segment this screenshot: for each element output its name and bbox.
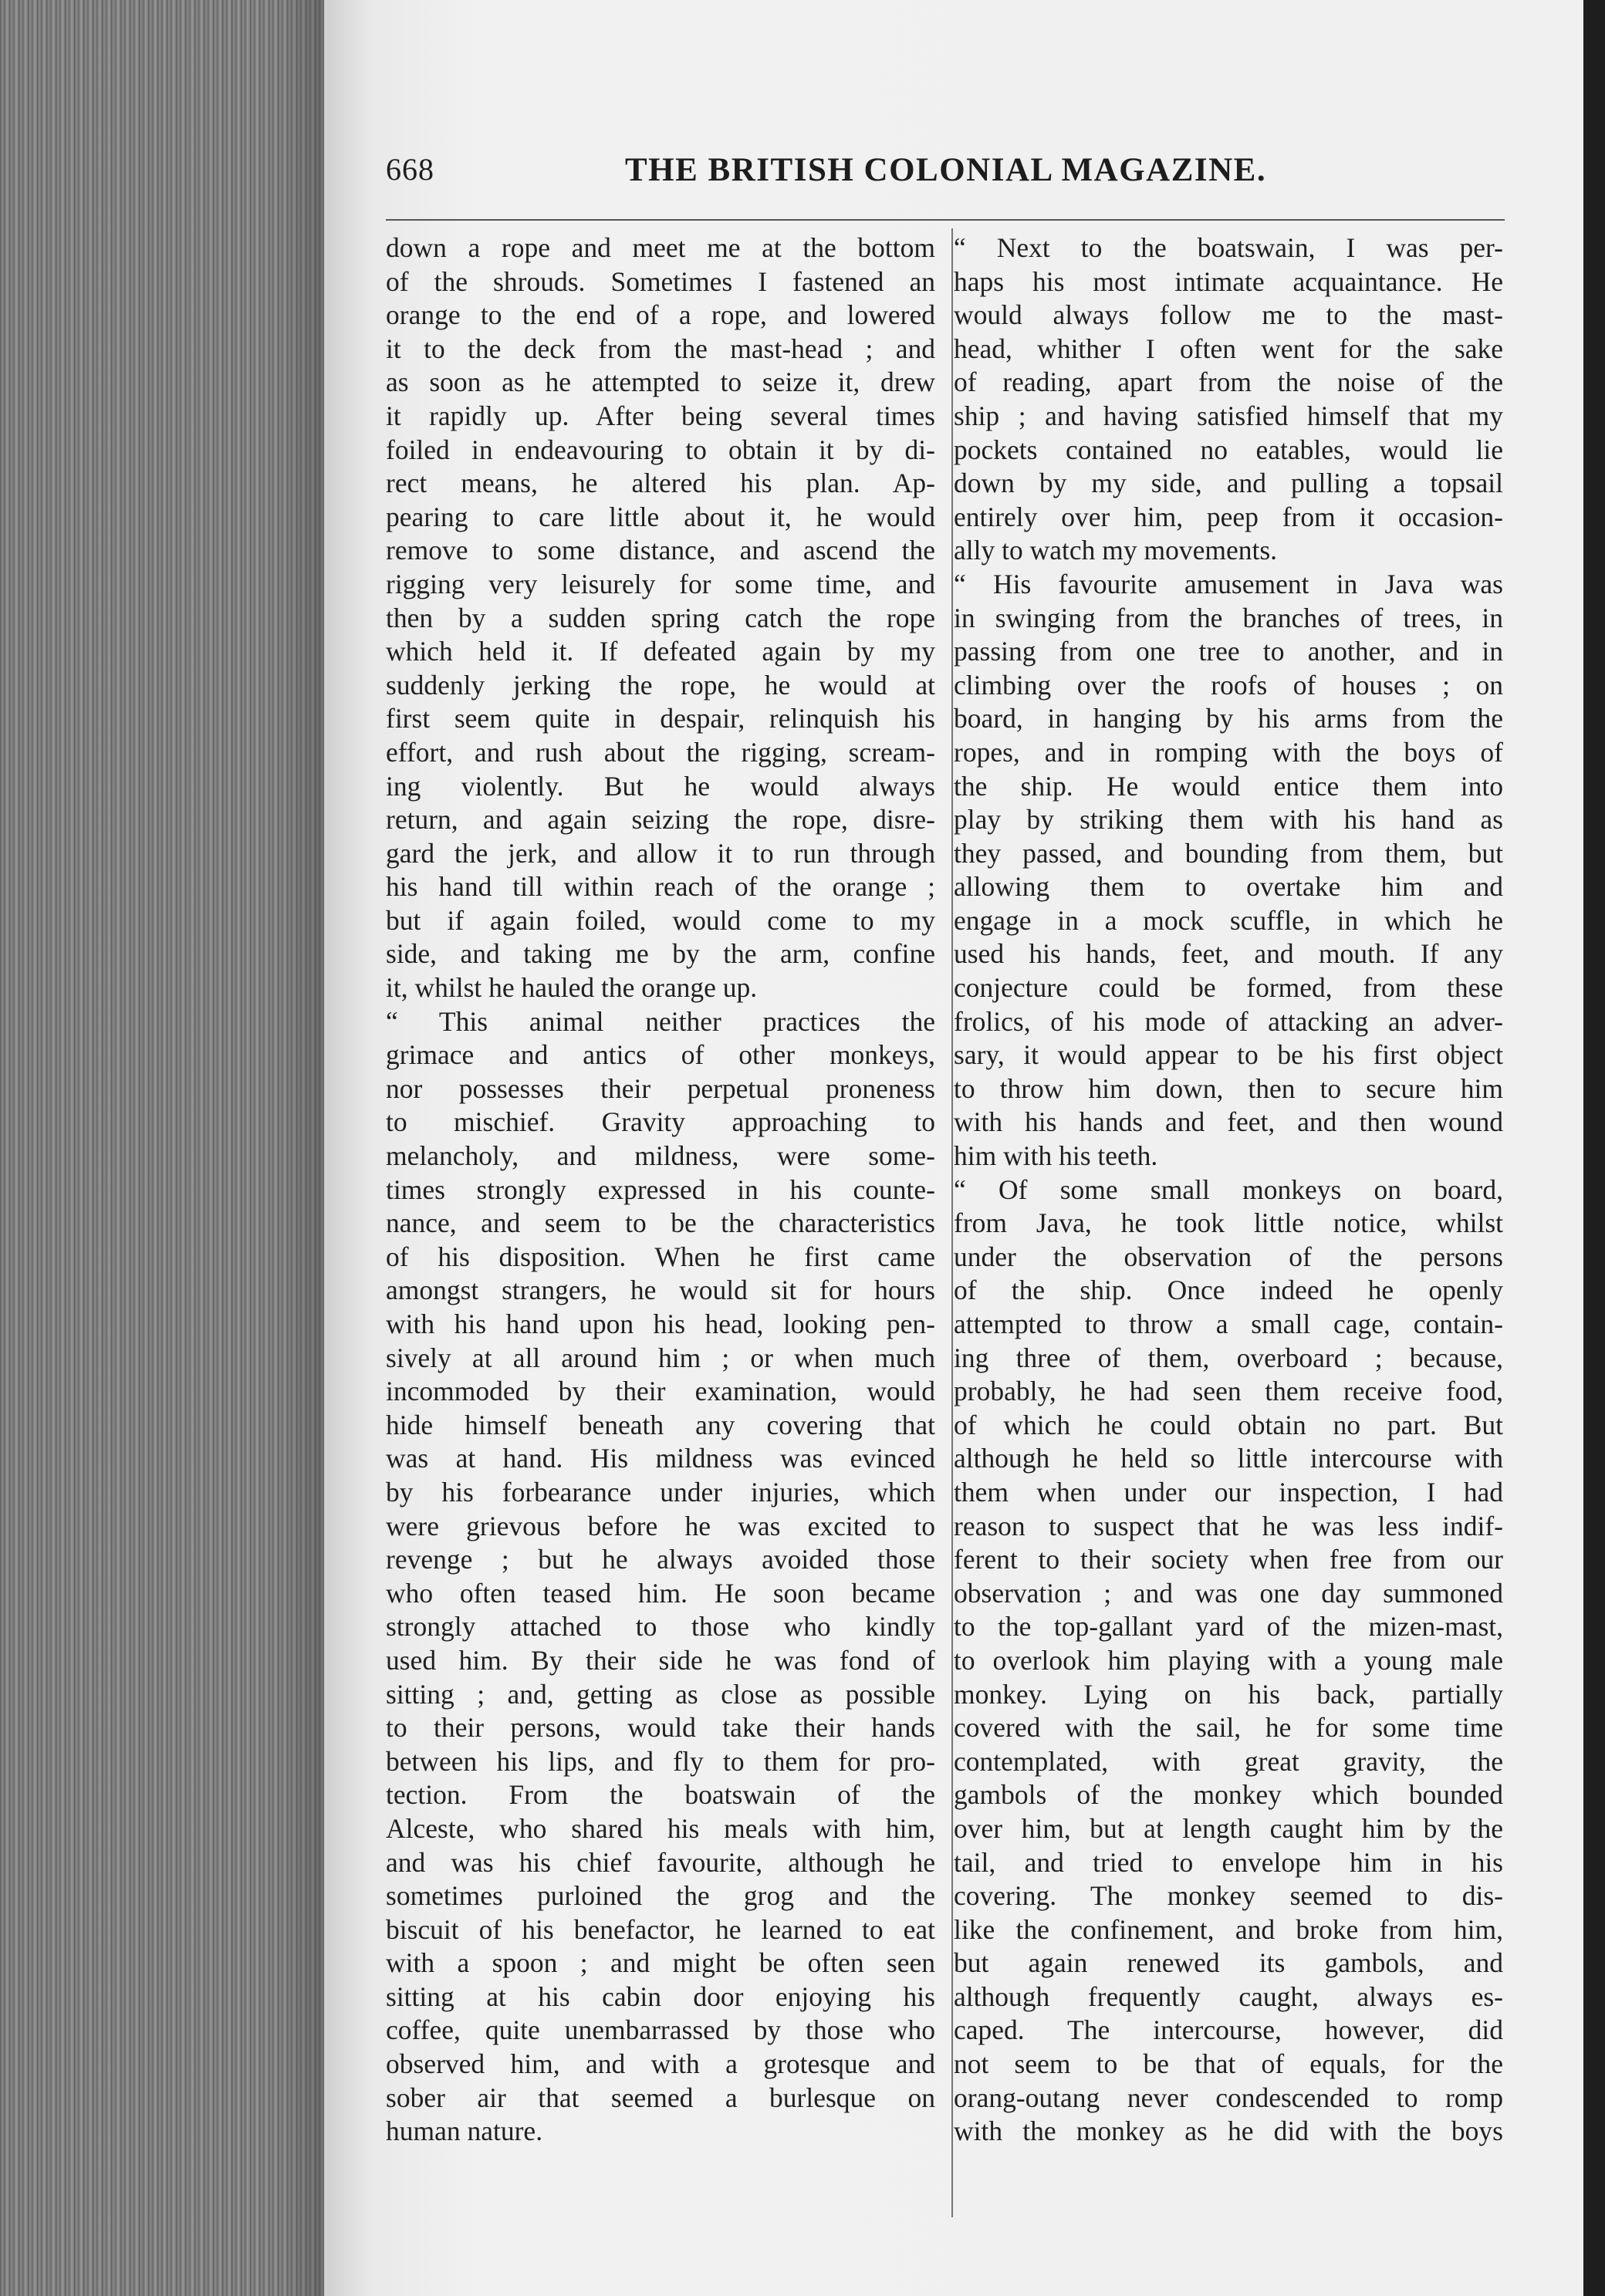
text-line: then by a sudden spring catch the rope [386, 602, 935, 633]
text-line: coffee, quite unembarrassed by those who [386, 2014, 935, 2046]
text-line: to throw him down, then to secure him [954, 1072, 1503, 1104]
text-line: gambols of the monkey which bounded [954, 1779, 1503, 1811]
text-line: gard the jerk, and allow it to run through [386, 837, 935, 869]
text-line: not seem to be that of equals, for the [954, 2048, 1503, 2080]
text-line: ship ; and having satisfied himself that my [954, 400, 1503, 431]
text-line: the ship. He would entice them into [954, 770, 1503, 802]
text-line: ropes, and in romping with the boys of [954, 736, 1503, 768]
text-line: they passed, and bounding from them, but [954, 837, 1503, 869]
text-line: used him. By their side he was fond of [386, 1644, 935, 1676]
text-line: climbing over the roofs of houses ; on [954, 669, 1503, 701]
text-line: as soon as he attempted to seize it, drew [386, 366, 935, 398]
text-line: remove to some distance, and ascend the [386, 535, 935, 566]
text-line: sitting at his cabin door enjoying his [386, 1980, 935, 2012]
text-line: and was his chief favourite, although he [386, 1846, 935, 1878]
text-line: of which he could obtain no part. But [954, 1409, 1503, 1440]
text-line: pockets contained no eatables, would lie [954, 434, 1503, 465]
text-line: hide himself beneath any covering that [386, 1409, 935, 1440]
text-line: ally to watch my movements. [954, 535, 1278, 566]
text-line: nor possesses their perpetual proneness [386, 1072, 935, 1104]
text-line: first seem quite in despair, relinquish his [386, 703, 935, 734]
text-line: although he held so little intercourse with [954, 1443, 1503, 1474]
text-line: revenge ; but he always avoided those [386, 1544, 935, 1575]
text-line: him with his teeth. [954, 1140, 1158, 1172]
text-line: biscuit of his benefactor, he learned to eat [386, 1913, 935, 1945]
text-line: which held it. If defeated again by my [386, 636, 935, 667]
text-line: probably, he had seen them receive food, [954, 1376, 1503, 1407]
text-line: were grievous before he was excited to [386, 1510, 935, 1541]
text-line: with a spoon ; and might be often seen [386, 1947, 935, 1979]
text-line: with his hands and feet, and then wound [954, 1106, 1503, 1138]
text-line: sary, it would appear to be his first object [954, 1039, 1503, 1071]
text-line: of his disposition. When he first came [386, 1241, 935, 1272]
text-line: sitting ; and, getting as close as possible [386, 1678, 935, 1710]
text-line: contemplated, with great gravity, the [954, 1745, 1503, 1777]
text-line: grimace and antics of other monkeys, [386, 1039, 935, 1071]
text-line: but if again foiled, would come to my [386, 904, 935, 936]
text-line: of reading, apart from the noise of the [954, 366, 1503, 398]
text-line: “ Of some small monkeys on board, [954, 1173, 1503, 1205]
text-line: although frequently caught, always es- [954, 1980, 1503, 2012]
text-line: with his hand upon his head, looking pen- [386, 1308, 935, 1339]
text-line: it to the deck from the mast-head ; and [386, 333, 935, 364]
text-line: his hand till within reach of the orange ; [386, 871, 935, 903]
text-line: them when under our inspection, I had [954, 1476, 1503, 1508]
text-line: haps his most intimate acquaintance. He [954, 265, 1503, 297]
text-line: passing from one tree to another, and in [954, 636, 1503, 667]
text-line: was at hand. His mildness was evinced [386, 1443, 935, 1474]
text-line: by his forbearance under injuries, which [386, 1476, 935, 1508]
header-rule [386, 219, 1505, 221]
text-line: to overlook him playing with a young male [954, 1644, 1503, 1676]
text-line: to mischief. Gravity approaching to [386, 1106, 935, 1138]
text-line: orange to the end of a rope, and lowered [386, 299, 935, 331]
text-line: observed him, and with a grotesque and [386, 2048, 935, 2080]
text-line: to their persons, would take their hands [386, 1712, 935, 1744]
text-line: melancholy, and mildness, were some- [386, 1140, 935, 1172]
text-line: caped. The intercourse, however, did [954, 2014, 1503, 2046]
text-line: ing violently. But he would always [386, 770, 935, 802]
running-title: THE BRITISH COLONIAL MAGAZINE. [625, 152, 1267, 188]
text-line: pearing to care little about it, he would [386, 501, 935, 532]
text-line: down by my side, and pulling a topsail [954, 468, 1503, 499]
text-line: effort, and rush about the rigging, scream- [386, 736, 935, 768]
text-line: sometimes purloined the grog and the [386, 1880, 935, 1912]
column-divider [951, 228, 953, 2217]
text-line: times strongly expressed in his counte- [386, 1173, 935, 1205]
text-line: side, and taking me by the arm, confine [386, 938, 935, 970]
text-line: allowing them to overtake him and [954, 871, 1503, 903]
right-text-column [954, 231, 1503, 2149]
text-line: tection. From the boatswain of the [386, 1779, 935, 1811]
text-line: over him, but at length caught him by the [954, 1812, 1503, 1844]
text-line: who often teased him. He soon became [386, 1577, 935, 1609]
text-line: orang-outang never condescended to romp [954, 2082, 1503, 2113]
text-line: observation ; and was one day summoned [954, 1577, 1503, 1609]
text-line: tail, and tried to envelope him in his [954, 1846, 1503, 1878]
text-line: it rapidly up. After being several times [386, 400, 935, 431]
text-line: under the observation of the persons [954, 1241, 1503, 1272]
text-line: “ This animal neither practices the [386, 1005, 935, 1037]
text-line: ing three of them, overboard ; because, [954, 1342, 1503, 1373]
text-line: sober air that seemed a burlesque on [386, 2082, 935, 2113]
text-line: incommoded by their examination, would [386, 1376, 935, 1407]
book-spine-edge [0, 0, 324, 2296]
text-line: Alceste, who shared his meals with him, [386, 1812, 935, 1844]
text-line: rect means, he altered his plan. Ap- [386, 468, 935, 499]
text-line: conjecture could be formed, from these [954, 972, 1503, 1004]
text-line: ferent to their society when free from our [954, 1544, 1503, 1575]
text-line: but again renewed its gambols, and [954, 1947, 1503, 1979]
text-line: engage in a mock scuffle, in which he [954, 904, 1503, 936]
text-line: frolics, of his mode of attacking an adver- [954, 1005, 1503, 1037]
text-line: from Java, he took little notice, whilst [954, 1207, 1503, 1239]
text-line: it, whilst he hauled the orange up. [386, 972, 758, 1004]
text-line: sively at all around him ; or when much [386, 1342, 935, 1373]
text-line: entirely over him, peep from it occasion- [954, 501, 1503, 532]
text-line: covered with the sail, he for some time [954, 1712, 1503, 1744]
text-line: down a rope and meet me at the bottom [386, 232, 935, 263]
text-line: foiled in endeavouring to obtain it by di- [386, 434, 935, 465]
text-line: nance, and seem to be the characteristics [386, 1207, 935, 1239]
text-line: of the ship. Once indeed he openly [954, 1275, 1503, 1306]
text-line: suddenly jerking the rope, he would at [386, 669, 935, 701]
text-line: attempted to throw a small cage, contain- [954, 1308, 1503, 1339]
text-line: would always follow me to the mast- [954, 299, 1503, 331]
text-line: of the shrouds. Sometimes I fastened an [386, 265, 935, 297]
text-line: between his lips, and fly to them for pro- [386, 1745, 935, 1777]
text-line: play by striking them with his hand as [954, 804, 1503, 836]
text-line: amongst strangers, he would sit for hours [386, 1275, 935, 1306]
text-line: “ Next to the boatswain, I was per- [954, 232, 1503, 263]
text-line: to the top-gallant yard of the mizen-mast, [954, 1611, 1503, 1643]
text-line: strongly attached to those who kindly [386, 1611, 935, 1643]
text-line: return, and again seizing the rope, disre- [386, 804, 935, 836]
text-line: human nature. [386, 2115, 543, 2147]
text-line: board, in hanging by his arms from the [954, 703, 1503, 734]
text-line: head, whither I often went for the sake [954, 333, 1503, 364]
text-line: “ His favourite amusement in Java was [954, 568, 1503, 599]
text-line: used his hands, feet, and mouth. If any [954, 938, 1503, 970]
text-line: covering. The monkey seemed to dis- [954, 1880, 1503, 1912]
text-line: monkey. Lying on his back, partially [954, 1678, 1503, 1710]
page-number: 668 [386, 152, 434, 187]
left-text-column [386, 231, 935, 2149]
text-line: rigging very leisurely for some time, and [386, 568, 935, 599]
text-line: like the confinement, and broke from him, [954, 1913, 1503, 1945]
text-line: with the monkey as he did with the boys [954, 2115, 1503, 2147]
text-line: in swinging from the branches of trees, in [954, 602, 1503, 633]
text-line: reason to suspect that he was less indif- [954, 1510, 1503, 1541]
scan-right-border [1583, 0, 1605, 2296]
